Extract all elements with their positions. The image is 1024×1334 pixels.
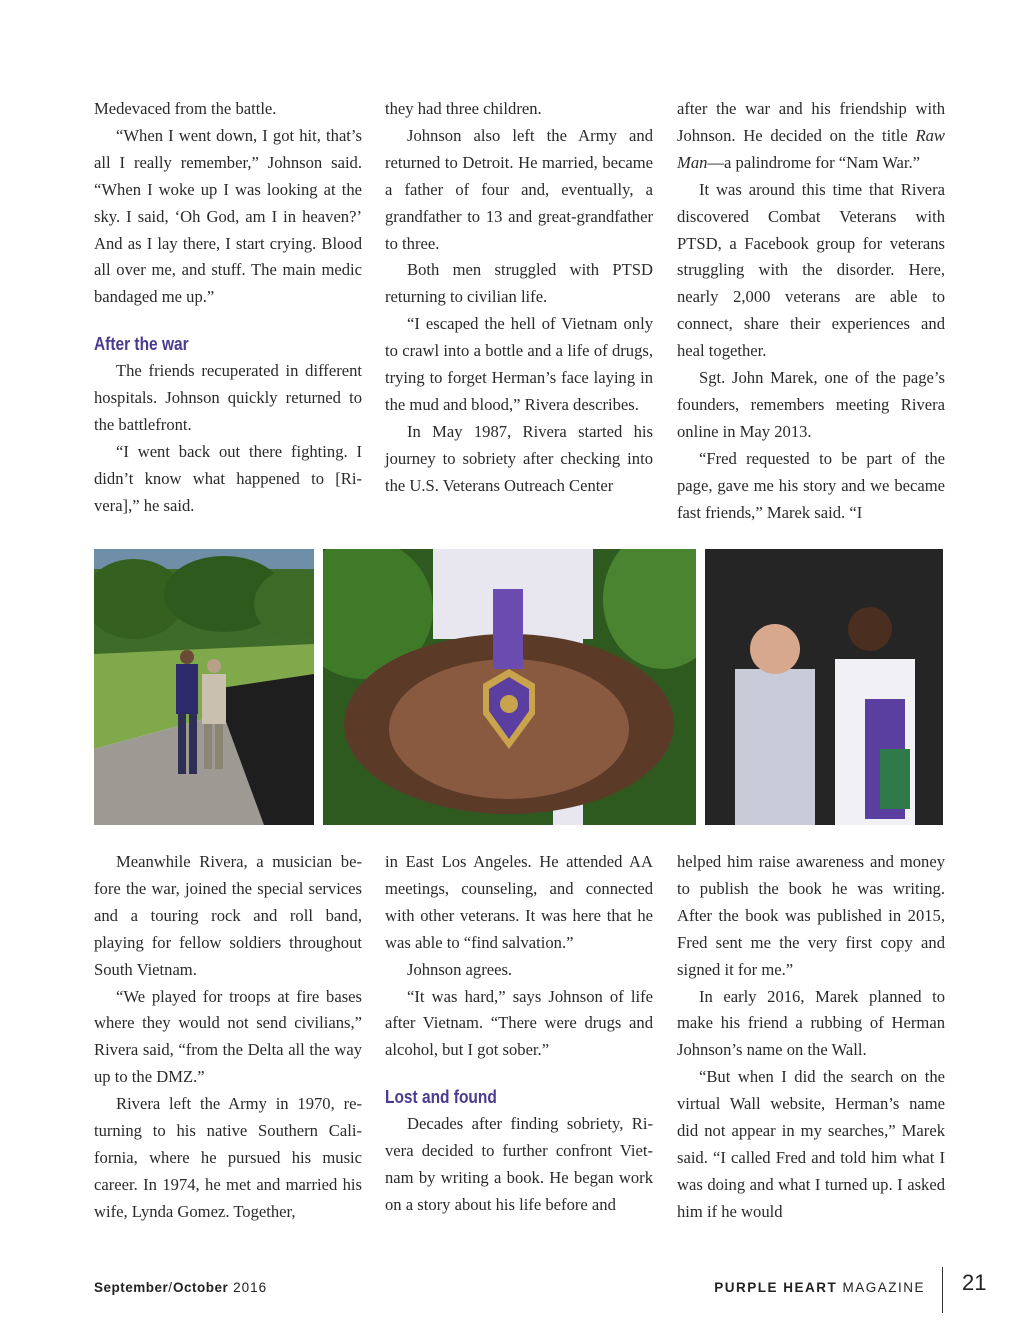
paragraph: Sgt. John Marek, one of the page’s founders, remembers meeting Rivera online in May 2013. — [677, 368, 945, 441]
section-heading-after-the-war: After the war — [94, 334, 189, 355]
page-number: 21 — [962, 1270, 987, 1295]
paragraph: “When I went down, I got hit, that’s all I really remember,” Johnson said. “When I woke up I was looking at the sky. I said, ‘Oh God, am I in heaven?’ And as I lay there, I start crying. Blood all over me, and stuff. The main medic bandaged me up.” — [94, 125, 362, 307]
paragraph: Johnson agrees. — [407, 959, 513, 979]
issue-month-2: October — [173, 1280, 229, 1295]
paragraph: Medevaced from the battle. — [94, 99, 277, 118]
text-run: —a palindrome for “Nam War.” — [707, 152, 921, 172]
paragraph: “It was hard,” says Johnson of life after Vietnam. “There were drugs and alcohol, but I got sober.” — [385, 986, 653, 1060]
issue-year: 2016 — [228, 1280, 268, 1295]
paragraph: Rivera left the Army in 1970, returning to his native Southern California, where he pursued his music career. In 1974, he met and married his wife, Lynda Gomez. Together, — [94, 1094, 362, 1221]
paragraph: Meanwhile Rivera, a musician before the war, joined the special services and a touring rock and roll band, playing for fellow soldiers throughout South Vietnam. — [94, 852, 362, 979]
issue-month: September — [94, 1280, 169, 1295]
paragraph: “But when I did the search on the virtual Wall website, Herman’s name did not appear in my searches,” Marek said. “I called Fred and told him what I was doing and what I turned up. I asked him if he would — [677, 1067, 945, 1221]
column-1-bottom — [94, 849, 362, 1226]
paragraph — [677, 96, 945, 177]
paragraph: Both men struggled with PTSD returning to civilian life. — [385, 260, 653, 307]
magazine-name — [714, 1280, 925, 1295]
column-3-bottom — [677, 849, 945, 1226]
paragraph: Johnson also left the Army and returned to Detroit. He married, became a father of four and, eventually, a grandfather to 13 and great-grandfather to three. — [385, 125, 653, 253]
column-2-bottom — [385, 849, 653, 1219]
paragraph: they had three children. — [385, 99, 542, 118]
paragraph: In early 2016, Marek planned to make his friend a rubbing of Herman Johnson’s name on the Wall. — [677, 986, 945, 1060]
column-2-top — [385, 96, 653, 500]
paragraph: “I went back out there fighting. I didn’t know what happened to [Rivera],” he said. — [94, 441, 362, 515]
photo-purple-heart-medal-in-hands — [323, 549, 696, 825]
paragraph: The friends recuperated in different hospitals. Johnson quickly returned to the battlefront. — [94, 361, 362, 434]
issue-date — [94, 1280, 267, 1295]
section-heading-lost-and-found: Lost and found — [385, 1087, 497, 1108]
issue-separator: / — [168, 1280, 174, 1295]
photo-veterans-walking-at-wall — [94, 549, 314, 825]
paragraph: “We played for troops at fire bases where they would not send civilians,” Rivera said, “from the Delta all the way up to the DMZ.” — [94, 986, 362, 1087]
magazine-name-bold: PURPLE HEART — [714, 1280, 838, 1295]
book-title: Raw Man — [677, 125, 945, 172]
paragraph: “Fred requested to be part of the page, gave me his story and we became fast friends,” Marek said. “I — [677, 448, 945, 522]
paragraph: Decades after finding sobriety, Rivera decided to further confront Vietnam by writing a book. He began work on a story about his life before and — [385, 1114, 653, 1214]
paragraph: helped him raise awareness and money to publish the book he was writing. After the book was published in 2015, Fred sent me the very first copy and signed it for me.” — [677, 852, 945, 979]
footer-divider — [942, 1267, 943, 1313]
column-3-top — [677, 96, 945, 527]
paragraph: It was around this time that Rivera discovered Combat Veterans with PTSD, a Facebook group for veterans struggling with the disorder. Here, nearly 2,000 veterans are able to connect, share their experiences and heal together. — [677, 179, 945, 361]
paragraph: In May 1987, Rivera started his journey to sobriety after checking into the U.S. Veterans Outreach Center — [385, 421, 653, 495]
column-1-top — [94, 96, 362, 520]
photo-veterans-embracing-at-wall — [705, 549, 943, 825]
text-run: after the war and his friendship with Johnson. He decided on the title — [677, 99, 945, 145]
magazine-name-light: MAGAZINE — [837, 1280, 925, 1295]
paragraph: “I escaped the hell of Vietnam only to crawl into a bottle and a life of drugs, trying to forget Herman’s face laying in the mud and blood,” Rivera describes. — [385, 314, 653, 414]
paragraph: in East Los Angeles. He attended AA meetings, counseling, and connected with other veterans. It was here that he was able to “find salvation.” — [385, 852, 653, 952]
